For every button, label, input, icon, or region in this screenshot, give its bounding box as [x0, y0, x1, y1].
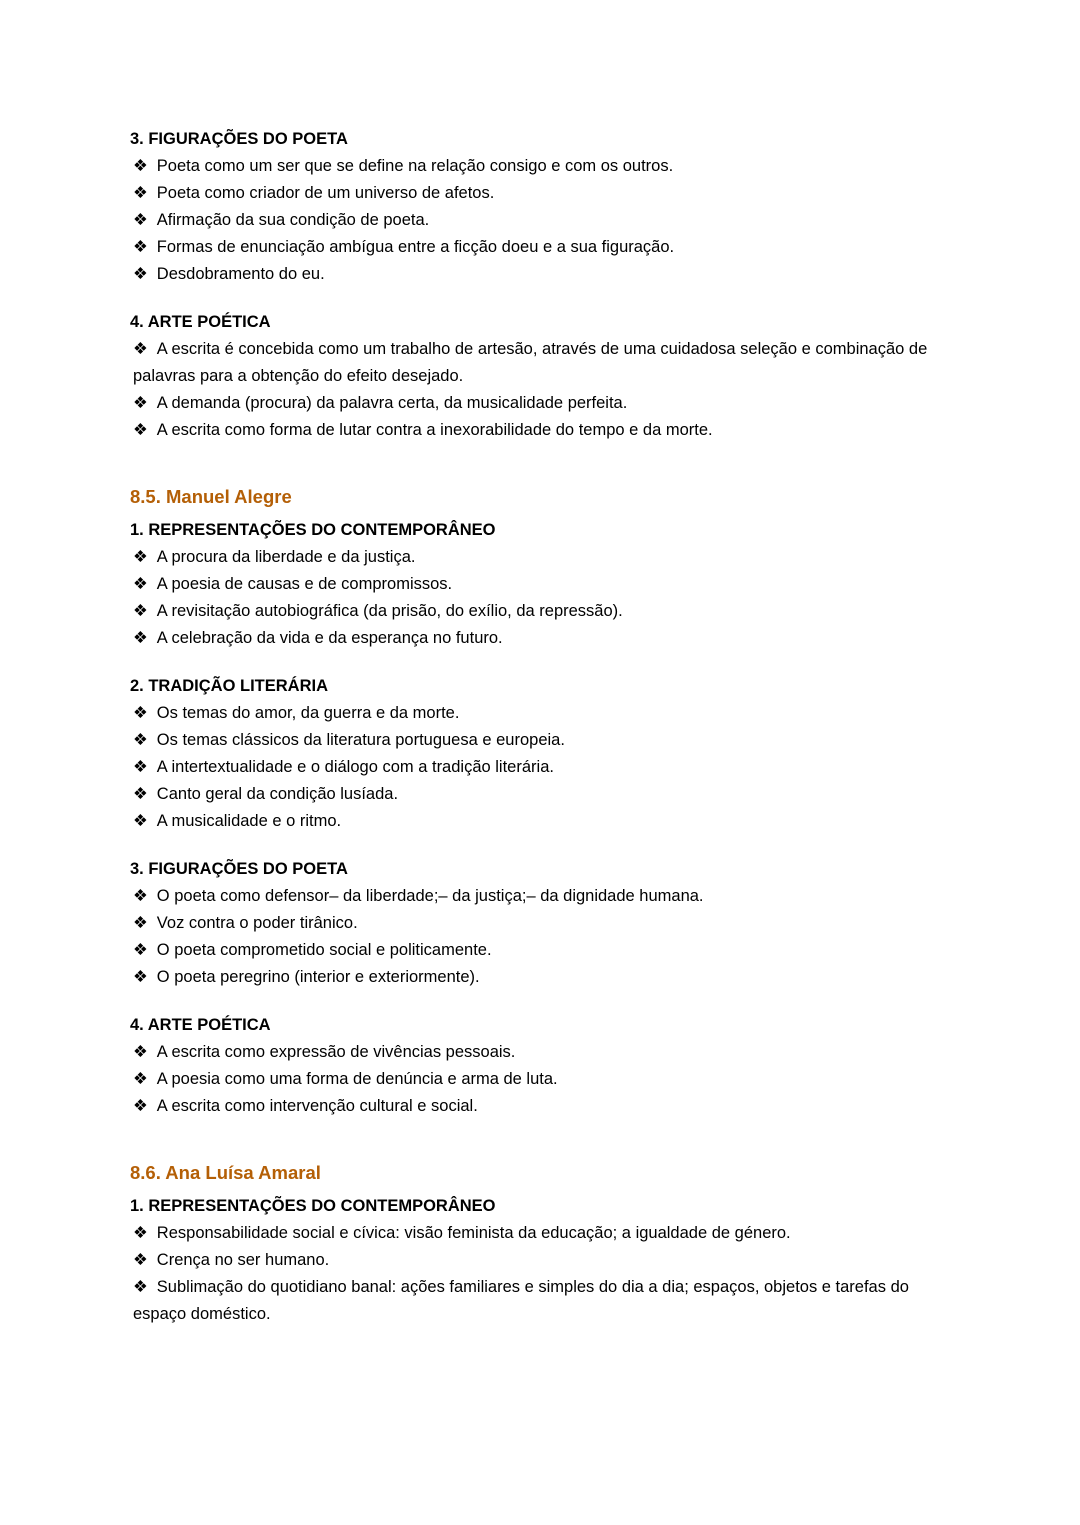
section-heading-figuracoes-ma: 3. FIGURAÇÕES DO POETA [130, 860, 348, 878]
section-heading-arte-poetica-ma: 4. ARTE POÉTICA [130, 1016, 271, 1034]
subsection-title-ana-luisa-amaral: 8.6. Ana Luísa Amaral [130, 1162, 321, 1183]
section-heading-figuracoes-poeta-1: 3. FIGURAÇÕES DO POETA [130, 130, 348, 148]
list-item-text: A procura da liberdade e da justiça. [156, 548, 416, 566]
diamond-bullet-icon: ❖ [133, 1043, 148, 1061]
list-item [130, 261, 950, 288]
diamond-bullet-icon: ❖ [133, 941, 148, 959]
list-item-text: A poesia como uma forma de denúncia e arma de luta. [156, 1070, 558, 1088]
list-item [130, 964, 950, 991]
list-item-text: Sublimação do quotidiano banal: ações familiares e simples do dia a dia; espaços, objetos e tarefas do espaço doméstico. [133, 1278, 909, 1323]
list-item [130, 1093, 950, 1120]
diamond-bullet-icon: ❖ [133, 238, 148, 256]
diamond-bullet-icon: ❖ [133, 704, 148, 722]
diamond-bullet-icon: ❖ [133, 629, 148, 647]
diamond-bullet-icon: ❖ [133, 602, 148, 620]
list-item [130, 1039, 950, 1066]
list-item-text: Voz contra o poder tirânico. [156, 914, 358, 932]
list-item [130, 937, 950, 964]
list-item [130, 153, 950, 180]
list-item-text: A musicalidade e o ritmo. [156, 812, 342, 830]
list-item [130, 234, 950, 261]
list-item-text: Os temas do amor, da guerra e da morte. [156, 704, 460, 722]
list-item-text: A escrita como intervenção cultural e social. [156, 1097, 478, 1115]
diamond-bullet-icon: ❖ [133, 211, 148, 229]
diamond-bullet-icon: ❖ [133, 340, 148, 358]
diamond-bullet-icon: ❖ [133, 758, 148, 776]
section-heading-representacoes-ala: 1. REPRESENTAÇÕES DO CONTEMPORÂNEO [130, 1197, 496, 1215]
diamond-bullet-icon: ❖ [133, 1251, 148, 1269]
list-item-text: Poeta como criador de um universo de afetos. [156, 184, 495, 202]
diamond-bullet-icon: ❖ [133, 1224, 148, 1242]
section-heading-representacoes-ma: 1. REPRESENTAÇÕES DO CONTEMPORÂNEO [130, 521, 496, 539]
diamond-bullet-icon: ❖ [133, 1278, 148, 1296]
list-item-text: Desdobramento do eu. [156, 265, 325, 283]
list-item-text: A escrita como forma de lutar contra a inexorabilidade do tempo e da morte. [156, 421, 713, 439]
list-item [130, 390, 950, 417]
list-item-text: A poesia de causas e de compromissos. [156, 575, 453, 593]
list-item [130, 883, 950, 910]
list-item [130, 571, 950, 598]
list-item-text: O poeta peregrino (interior e exteriormente). [156, 968, 480, 986]
diamond-bullet-icon: ❖ [133, 731, 148, 749]
list-item [130, 808, 950, 835]
list-item-text: Os temas clássicos da literatura portuguesa e europeia. [156, 731, 565, 749]
diamond-bullet-icon: ❖ [133, 914, 148, 932]
list-item-text: O poeta como defensor– da liberdade;– da justiça;– da dignidade humana. [156, 887, 704, 905]
subsection-title-manuel-alegre: 8.5. Manuel Alegre [130, 486, 292, 507]
diamond-bullet-icon: ❖ [133, 887, 148, 905]
list-item-text: A intertextualidade e o diálogo com a tradição literária. [156, 758, 554, 776]
list-item-text: Crença no ser humano. [156, 1251, 330, 1269]
diamond-bullet-icon: ❖ [133, 394, 148, 412]
diamond-bullet-icon: ❖ [133, 812, 148, 830]
list-item [130, 1066, 950, 1093]
list-item-text: A celebração da vida e da esperança no futuro. [156, 629, 503, 647]
diamond-bullet-icon: ❖ [133, 1070, 148, 1088]
list-item [130, 180, 950, 207]
list-item-text: Canto geral da condição lusíada. [156, 785, 399, 803]
diamond-bullet-icon: ❖ [133, 184, 148, 202]
list-item [130, 1220, 950, 1247]
list-item-text: Poeta como um ser que se define na relação consigo e com os outros. [156, 157, 674, 175]
list-item-text: Responsabilidade social e cívica: visão feminista da educação; a igualdade de género. [156, 1224, 791, 1242]
list-item [130, 781, 950, 808]
list-item-text: Formas de enunciação ambígua entre a ficção doeu e a sua figuração. [156, 238, 675, 256]
diamond-bullet-icon: ❖ [133, 265, 148, 283]
diamond-bullet-icon: ❖ [133, 968, 148, 986]
section-heading-arte-poetica-1: 4. ARTE POÉTICA [130, 313, 271, 331]
list-item [130, 207, 950, 234]
diamond-bullet-icon: ❖ [133, 785, 148, 803]
list-item [130, 754, 950, 781]
list-item [130, 727, 950, 754]
list-item-text: A escrita é concebida como um trabalho de artesão, através de uma cuidadosa seleção e combinação de palavras para a obtenção do efeito desejado. [133, 340, 928, 385]
list-item [130, 598, 950, 625]
diamond-bullet-icon: ❖ [133, 421, 148, 439]
diamond-bullet-icon: ❖ [133, 575, 148, 593]
section-heading-tradicao-ma: 2. TRADIÇÃO LITERÁRIA [130, 677, 328, 695]
list-item-text: A revisitação autobiográfica (da prisão, do exílio, da repressão). [156, 602, 623, 620]
list-item-text: A demanda (procura) da palavra certa, da musicalidade perfeita. [156, 394, 628, 412]
list-item [130, 336, 950, 390]
diamond-bullet-icon: ❖ [133, 1097, 148, 1115]
list-item [130, 910, 950, 937]
list-item [130, 544, 950, 571]
list-item [130, 625, 950, 652]
list-item [130, 700, 950, 727]
list-item [130, 1247, 950, 1274]
list-item-text: Afirmação da sua condição de poeta. [156, 211, 430, 229]
list-item [130, 417, 950, 444]
diamond-bullet-icon: ❖ [133, 548, 148, 566]
list-item [130, 1274, 950, 1328]
list-item-text: A escrita como expressão de vivências pessoais. [156, 1043, 516, 1061]
list-item-text: O poeta comprometido social e politicamente. [156, 941, 492, 959]
diamond-bullet-icon: ❖ [133, 157, 148, 175]
